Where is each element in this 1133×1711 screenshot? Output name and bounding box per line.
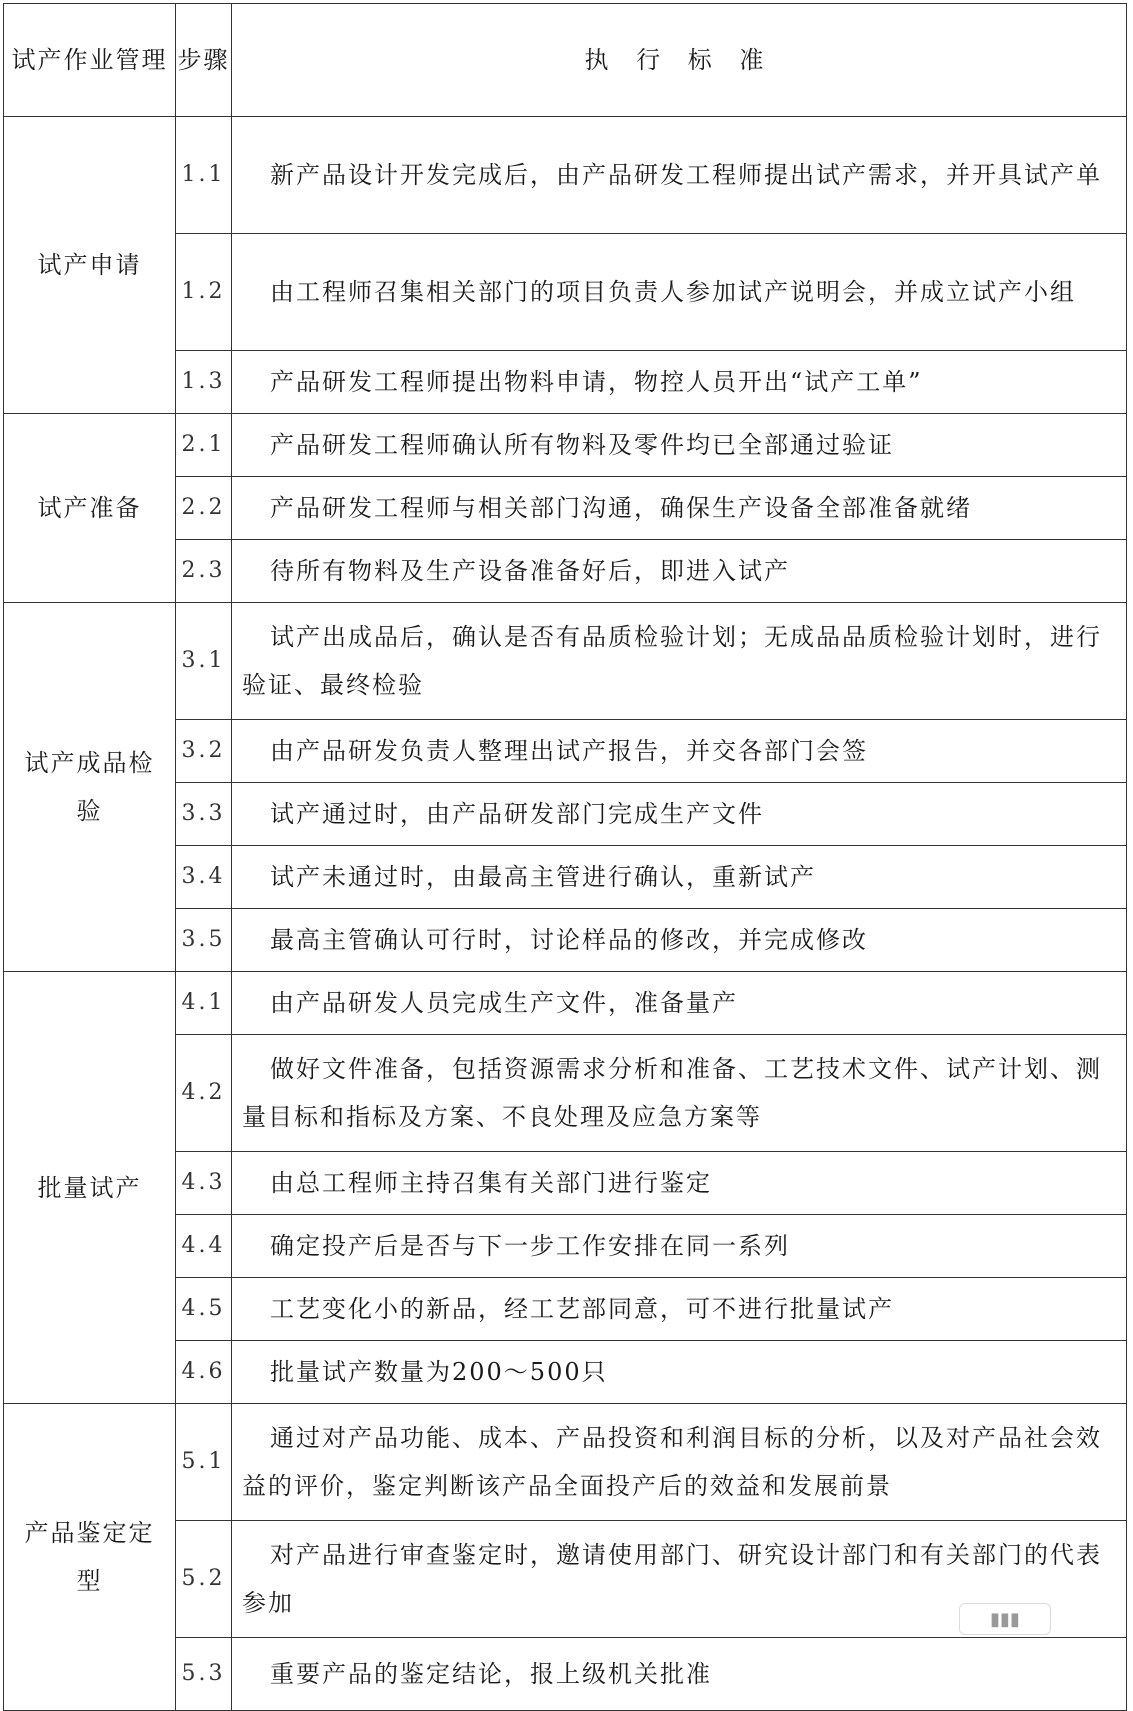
table-row: [4, 1404, 1127, 1521]
category-cell: 试产准备: [4, 414, 176, 603]
standard-cell: [232, 351, 1127, 414]
step-cell: 2.3: [176, 540, 232, 603]
step-cell: 4.2: [176, 1035, 232, 1152]
standard-text: 做好文件准备，包括资源需求分析和准备、工艺技术文件、试产计划、测量目标和指标及方案、不良处理及应急方案等: [242, 1055, 1102, 1131]
standard-text: 产品研发工程师提出物料申请，物控人员开出“试产工单”: [270, 368, 923, 396]
table-row: [4, 603, 1127, 720]
standard-cell: [232, 720, 1127, 783]
step-cell: 4.6: [176, 1341, 232, 1404]
header-standard: 执 行 标 准: [232, 4, 1127, 117]
step-cell: 3.1: [176, 603, 232, 720]
step-cell: 5.1: [176, 1404, 232, 1521]
step-cell: 1.2: [176, 234, 232, 351]
standard-cell: [232, 1638, 1127, 1711]
standard-text: 试产出成品后，确认是否有品质检验计划；无成品品质检验计划时，进行验证、最终检验: [242, 623, 1102, 699]
step-cell: 2.1: [176, 414, 232, 477]
standard-cell: [232, 846, 1127, 909]
step-cell: 1.1: [176, 117, 232, 234]
step-cell: 5.2: [176, 1521, 232, 1638]
standard-text: 对产品进行审查鉴定时，邀请使用部门、研究设计部门和有关部门的代表参加: [242, 1541, 1102, 1617]
standard-cell: [232, 1341, 1127, 1404]
standard-cell: [232, 540, 1127, 603]
standard-text: 试产未通过时，由最高主管进行确认，重新试产: [270, 863, 816, 891]
standard-cell: [232, 1404, 1127, 1521]
standard-text: 待所有物料及生产设备准备好后，即进入试产: [270, 557, 790, 585]
standard-text: 产品研发工程师与相关部门沟通，确保生产设备全部准备就绪: [270, 494, 972, 522]
standard-cell: [232, 1215, 1127, 1278]
standard-text: 由总工程师主持召集有关部门进行鉴定: [270, 1169, 712, 1197]
standard-text: 试产通过时，由产品研发部门完成生产文件: [270, 800, 764, 828]
category-cell: 试产成品检验: [4, 603, 176, 972]
trial-production-table: [3, 3, 1127, 1711]
standard-text: 产品研发工程师确认所有物料及零件均已全部通过验证: [270, 431, 894, 459]
step-cell: 4.5: [176, 1278, 232, 1341]
header-category: 试产作业管理: [4, 4, 176, 117]
step-cell: 4.3: [176, 1152, 232, 1215]
step-cell: 2.2: [176, 477, 232, 540]
table-row: [4, 972, 1127, 1035]
step-cell: 3.5: [176, 909, 232, 972]
step-cell: 3.2: [176, 720, 232, 783]
standard-text: 工艺变化小的新品，经工艺部同意，可不进行批量试产: [270, 1295, 894, 1323]
standard-cell: [232, 783, 1127, 846]
standard-cell: [232, 909, 1127, 972]
table-row: [4, 414, 1127, 477]
standard-cell: [232, 234, 1127, 351]
category-cell: 产品鉴定定型: [4, 1404, 176, 1711]
standard-cell: [232, 1035, 1127, 1152]
standard-cell: [232, 1152, 1127, 1215]
category-cell: 批量试产: [4, 972, 176, 1404]
standard-text: 确定投产后是否与下一步工作安排在同一系列: [270, 1232, 790, 1260]
step-cell: 4.4: [176, 1215, 232, 1278]
standard-cell: [232, 972, 1127, 1035]
step-cell: 4.1: [176, 972, 232, 1035]
standard-text: 由产品研发人员完成生产文件，准备量产: [270, 989, 738, 1017]
step-cell: 3.4: [176, 846, 232, 909]
standard-text: 批量试产数量为200～500只: [270, 1358, 608, 1386]
standard-text: 最高主管确认可行时，讨论样品的修改，并完成修改: [270, 926, 868, 954]
header-step: 步骤: [176, 4, 232, 117]
standard-text: 通过对产品功能、成本、产品投资和利润目标的分析，以及对产品社会效益的评价，鉴定判断该产品全面投产后的效益和发展前景: [242, 1424, 1102, 1500]
standard-text: 由产品研发负责人整理出试产报告，并交各部门会签: [270, 737, 868, 765]
table-header-row: [4, 4, 1127, 117]
standard-cell: [232, 477, 1127, 540]
category-cell: 试产申请: [4, 117, 176, 414]
standard-text: 重要产品的鉴定结论，报上级机关批准: [270, 1660, 712, 1688]
standard-cell: [232, 603, 1127, 720]
step-cell: 1.3: [176, 351, 232, 414]
step-cell: 3.3: [176, 783, 232, 846]
standard-text: 新产品设计开发完成后，由产品研发工程师提出试产需求，并开具试产单: [270, 161, 1102, 189]
table-row: [4, 117, 1127, 234]
standard-cell: [232, 117, 1127, 234]
standard-text: 由工程师召集相关部门的项目负责人参加试产说明会，并成立试产小组: [270, 278, 1076, 306]
step-cell: 5.3: [176, 1638, 232, 1711]
standard-cell: [232, 1278, 1127, 1341]
watermark-badge: ▮▮▮: [959, 1603, 1051, 1635]
standard-cell: [232, 414, 1127, 477]
